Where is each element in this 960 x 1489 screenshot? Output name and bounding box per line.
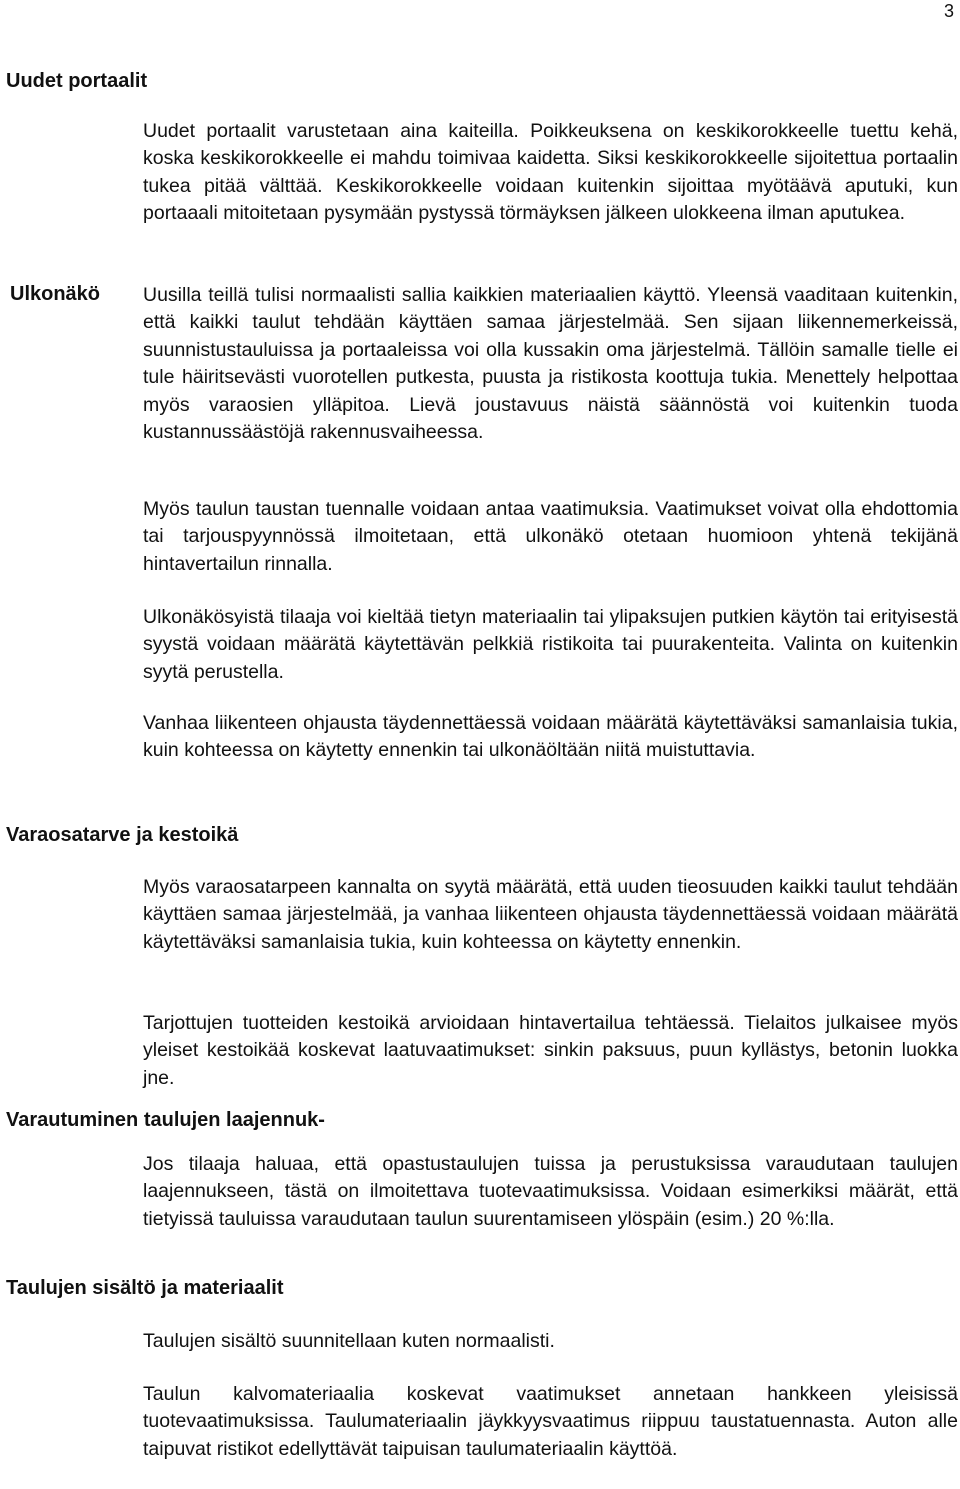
paragraph-taulujen-sisalto-2: Taulun kalvomateriaalia koskevat vaatimukset annetaan hankkeen yleisissä tuotevaatimuksissa. Taulumateriaalin jäykkyysvaatimus riippuu taustatuennasta. Auton alle taipuvat ristikot edellyttävät taipuisan taulumateriaalin käyttöä.	[143, 1383, 958, 1460]
page-number: 3	[943, 1, 954, 21]
paragraph-varaosatarve-1: Myös varaosatarpeen kannalta on syytä määrätä, että uuden tieosuuden kaikki taulut tehdään käyttäen samaa järjestelmää, ja vanhaa liikenteen ohjausta täydennettäessä voidaan määrätä käytettäväksi samanlaisia tukia, kuin kohteessa on käytetty ennenkin.	[143, 876, 958, 953]
paragraph-uudet-portaalit: Uudet portaalit varustetaan aina kaiteilla. Poikkeuksena on keskikorokkeelle tuettu kehä, koska keskikorokkeelle ei mahdu toimivaa kaidetta. Siksi keskikorokkeelle sijoitettua portaalin tukea pitää välttää. Keskikorokkeelle voidaan kuitenkin sijoittaa myötäävä aputuki, kun portaaali mitoitetaan pysymään pystyssä törmäyksen jälkeen ulokkeena ilman aputukea.	[143, 120, 958, 225]
section-heading-taulujen-sisalto: Taulujen sisältö ja materiaalit	[6, 1277, 284, 1299]
paragraph-ulkonako-4: Vanhaa liikenteen ohjausta täydennettäessä voidaan määrätä käytettäväksi samanlaisia tukia, kuin kohteessa on käytetty ennenkin tai ulkonäöltään niitä muistuttavia.	[143, 712, 958, 762]
paragraph-varaosatarve-2: Tarjottujen tuotteiden kestoikä arvioidaan hintavertailua tehtäessä. Tielaitos julkaisee myös yleiset kestoikää koskevat laatuvaatimukset: sinkin paksuus, puun kyllästys, betonin luokka jne.	[143, 1012, 958, 1089]
paragraph-varautuminen: Jos tilaaja haluaa, että opastustaulujen tuissa ja perustuksissa varaudutaan taulujen laajennukseen, tästä on ilmoitettava tuotevaatimuksissa. Voidaan esimerkiksi määrät, että tietyissä tauluissa varaudutaan taulun suurentamiseen ylöspäin (esim.) 20 %:lla.	[143, 1153, 958, 1230]
paragraph-ulkonako-3: Ulkonäkösyistä tilaaja voi kieltää tietyn materiaalin tai ylipaksujen putkien käytön tai erityisestä syystä voidaan määrätä käytettävän pelkkiä ristikoita tai puurakenteita. Valinta on kuitenkin syytä perustella.	[143, 606, 958, 683]
paragraph-ulkonako-2: Myös taulun taustan tuennalle voidaan antaa vaatimuksia. Vaatimukset voivat olla ehdottomia tai tarjouspyynnössä ilmoitetaan, että ulkonäkö otetaan huomioon yhtenä tekijänä hintavertailun rinnalla.	[143, 498, 958, 575]
section-heading-varaosatarve: Varaosatarve ja kestoikä	[6, 824, 239, 846]
paragraph-ulkonako-1: Uusilla teillä tulisi normaalisti sallia kaikkien materiaalien käyttö. Yleensä vaaditaan kuitenkin, että kaikki taulut tehdään käyttäen samaa järjestelmää. Sen sijaan liikennemerkeissä, suunnistustauluissa ja portaaleissa voi olla kussakin oma järjestelmä. Tällöin samalle tielle ei tule häiritsevästi vuorotellen putkesta, puusta ja ristikosta koottuja tukia. Menettely helpottaa myös varaosien ylläpitoa. Lievä joustavuus näistä säännöstä voi kuitenkin tuoda kustannussäästöjä rakennusvaiheessa.	[143, 284, 958, 444]
side-label-ulkonako: Ulkonäkö	[10, 283, 101, 305]
paragraph-taulujen-sisalto-1: Taulujen sisältö suunnitellaan kuten normaalisti.	[143, 1330, 555, 1352]
section-heading-uudet-portaalit: Uudet portaalit	[6, 70, 148, 92]
section-heading-varautuminen: Varautuminen taulujen laajennuk-	[6, 1109, 325, 1131]
